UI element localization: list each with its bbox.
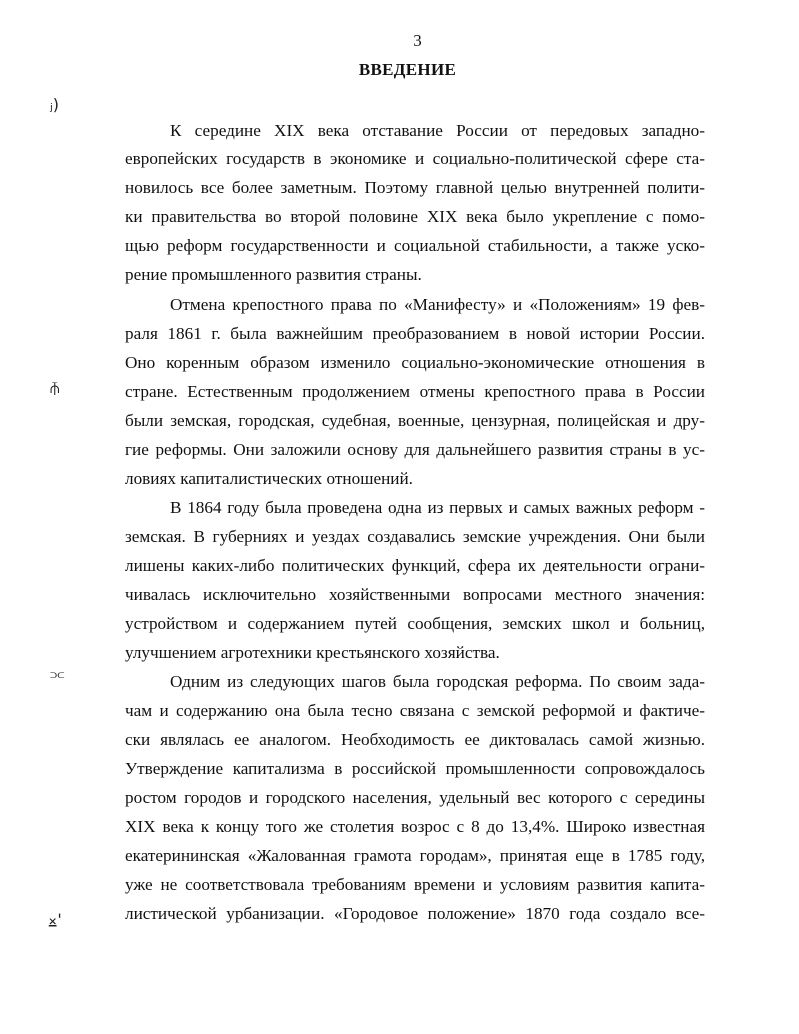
text-line: К середине XIX века отставание России от передовых западно-	[170, 121, 705, 140]
text-line: новилось все более заметным. Поэтому главной целью внутренней полити-	[125, 178, 705, 197]
text-line: Отмена крепостного права по «Манифесту» и «Положениям» 19 фев-	[170, 295, 705, 314]
section-heading: ВВЕДЕНИЕ	[358, 60, 457, 79]
text-line: чивалась исключительно хозяйственными вопросами местного значения:	[125, 585, 705, 604]
text-line: гие реформы. Они заложили основу для дальнейшего развития страны в ус-	[125, 440, 705, 459]
text-line: ки правительства во второй половине XIX века было укрепление с помо-	[125, 207, 705, 226]
margin-mark: ⫚	[50, 378, 60, 397]
text-line: рение промышленного развития страны.	[125, 265, 422, 284]
text-line: европейских государств в экономике и социально-политической сфере ста-	[125, 149, 705, 168]
margin-mark: ⨱'	[48, 910, 62, 929]
text-line: ски являлась ее аналогом. Необходимость ее диктовалась самой жизнью.	[125, 730, 705, 749]
text-line: устройством и содержанием путей сообщения, земских школ и больниц,	[125, 614, 705, 633]
page-number: 3	[413, 31, 422, 50]
text-line: стране. Естественным продолжением отмены крепостного права в России	[125, 382, 705, 401]
text-line: раля 1861 г. была важнейшим преобразованием в новой истории России.	[125, 324, 705, 343]
margin-mark: ⫗	[50, 664, 65, 683]
text-line: ловиях капиталистических отношений.	[125, 469, 413, 488]
text-line: земская. В губерниях и уездах создавались земские учреждения. Они были	[125, 527, 705, 546]
margin-mark: ⱼ)	[50, 95, 60, 114]
text-line: были земская, городская, судебная, военные, цензурная, полицейская и дру-	[125, 411, 705, 430]
text-line: XIX века к концу того же столетия возрос с 8 до 13,4%. Широко известная	[125, 817, 705, 836]
text-line: уже не соответствовала требованиям времени и условиям развития капита-	[125, 875, 705, 894]
text-line: улучшением агротехники крестьянского хозяйства.	[125, 643, 500, 662]
text-line: В 1864 году была проведена одна из первых и самых важных реформ -	[170, 498, 705, 517]
text-line: Оно коренным образом изменило социально-экономические отношения в	[125, 353, 705, 372]
text-line: Одним из следующих шагов была городская реформа. По своим зада-	[170, 672, 705, 691]
text-line: щью реформ государственности и социальной стабильности, а также уско-	[125, 236, 705, 255]
text-line: чам и содержанию она была тесно связана с земской реформой и фактиче-	[125, 701, 705, 720]
text-line: лишены каких-либо политических функций, сфера их деятельности ограни-	[125, 556, 705, 575]
text-line: Утверждение капитализма в российской промышленности сопровождалось	[125, 759, 705, 778]
text-line: ростом городов и городского населения, удельный вес которого с середины	[125, 788, 705, 807]
text-line: листической урбанизации. «Городовое положение» 1870 года создало все-	[125, 904, 705, 923]
text-line: екатерининская «Жалованная грамота городам», принятая еще в 1785 году,	[125, 846, 705, 865]
